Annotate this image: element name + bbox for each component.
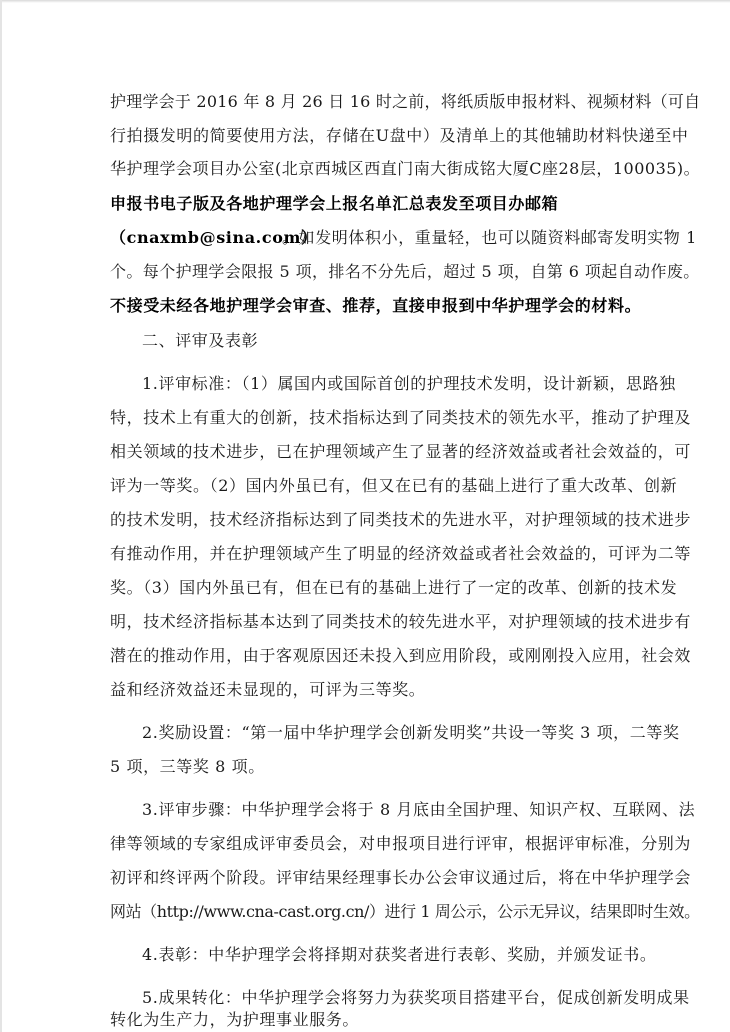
section-heading-review: 二、评审及表彰	[142, 331, 259, 350]
steps-line-3: 初评和终评两个阶段。评审结果经理事长办公会审议通过后，将在中华护理学会	[110, 868, 692, 887]
criteria-line-6: 有推动作用，并在护理领域产生了明显的经济效益或者社会效益的，可评为二等	[110, 544, 692, 563]
criteria-line-3: 相关领域的技术进步，已在护理领域产生了显著的经济效益或者社会效益的，可	[110, 442, 692, 461]
paragraph-submission-line-3: 华护理学会项目办公室(北京西城区西直门南大街成铭大厦C座28层，100035)。	[110, 159, 701, 178]
criteria-line-2: 特，技术上有重大的创新，技术指标达到了同类技术的领先水平，推动了护理及	[110, 408, 692, 427]
scan-edge-left	[0, 0, 2, 1032]
awards-line-1: 2.奖励设置：“第一届中华护理学会创新发明奖”共设一等奖 3 项，二等奖	[142, 723, 680, 742]
transformation-line-1: 5.成果转化：中华护理学会将努力为获奖项目搭建平台，促成创新发明成果	[142, 988, 690, 1007]
rejection-notice-line: 不接受未经各地护理学会审查、推荐，直接申报到中华护理学会的材料。	[110, 296, 642, 315]
scan-edge-top	[0, 0, 730, 3]
criteria-line-8: 明，技术经济指标基本达到了同类技术的较先进水平，对护理领域的技术进步有	[110, 612, 692, 631]
steps-line-4: 网站（http://www.cna-cast.org.cn/）进行 1 周公示，公示无异议，结果即时生效。	[110, 902, 700, 921]
criteria-line-5: 的技术发明，技术经济指标达到了同类技术的先进水平，对护理领域的技术进步	[110, 510, 692, 529]
awards-line-2: 5 项，三等奖 8 项。	[110, 757, 265, 776]
paragraph-submission-line-6: 个。每个护理学会限报 5 项，排名不分先后，超过 5 项，自第 6 项起自动作废。	[110, 262, 700, 281]
transformation-line-2: 转化为生产力，为护理事业服务。	[110, 1010, 360, 1029]
criteria-line-4: 评为一等奖。（2）国内外虽已有，但又在已有的基础上进行了重大改革、创新	[110, 476, 678, 495]
email-instruction-line: 申报书电子版及各地护理学会上报名单汇总表发至项目办邮箱	[110, 194, 559, 213]
criteria-line-9: 潜在的推动作用，由于客观原因还未投入到应用阶段，或刚刚投入应用，社会效	[110, 646, 692, 665]
paragraph-submission-line-5: 。如发明体积小，重量轻，也可以随资料邮寄发明实物 1	[282, 228, 697, 247]
paragraph-submission-line-1: 护理学会于 2016 年 8 月 26 日 16 时之前，将纸质版申报材料、视频材料（可自	[110, 92, 701, 111]
commendation-line: 4.表彰：中华护理学会将择期对获奖者进行表彰、奖励，并颁发证书。	[142, 945, 657, 964]
steps-line-1: 3.评审步骤：中华护理学会将于 8 月底由全国护理、知识产权、互联网、法	[142, 800, 696, 819]
criteria-line-7: 奖。（3）国内外虽已有，但在已有的基础上进行了一定的改革、创新的技术发	[110, 578, 678, 597]
criteria-line-10: 益和经济效益还未显现的，可评为三等奖。	[110, 680, 426, 699]
steps-line-2: 律等领域的专家组成评审委员会，对申报项目进行评审，根据评审标准，分别为	[110, 834, 692, 853]
criteria-line-1: 1.评审标准：（1）属国内或国际首创的护理技术发明，设计新颖，思路独	[142, 374, 676, 393]
project-email-address: （cnaxmb@sina.com）	[110, 228, 318, 247]
paragraph-submission-line-2: 行拍摄发明的简要使用方法，存储在U盘中）及清单上的其他辅助材料快递至中	[110, 126, 689, 145]
